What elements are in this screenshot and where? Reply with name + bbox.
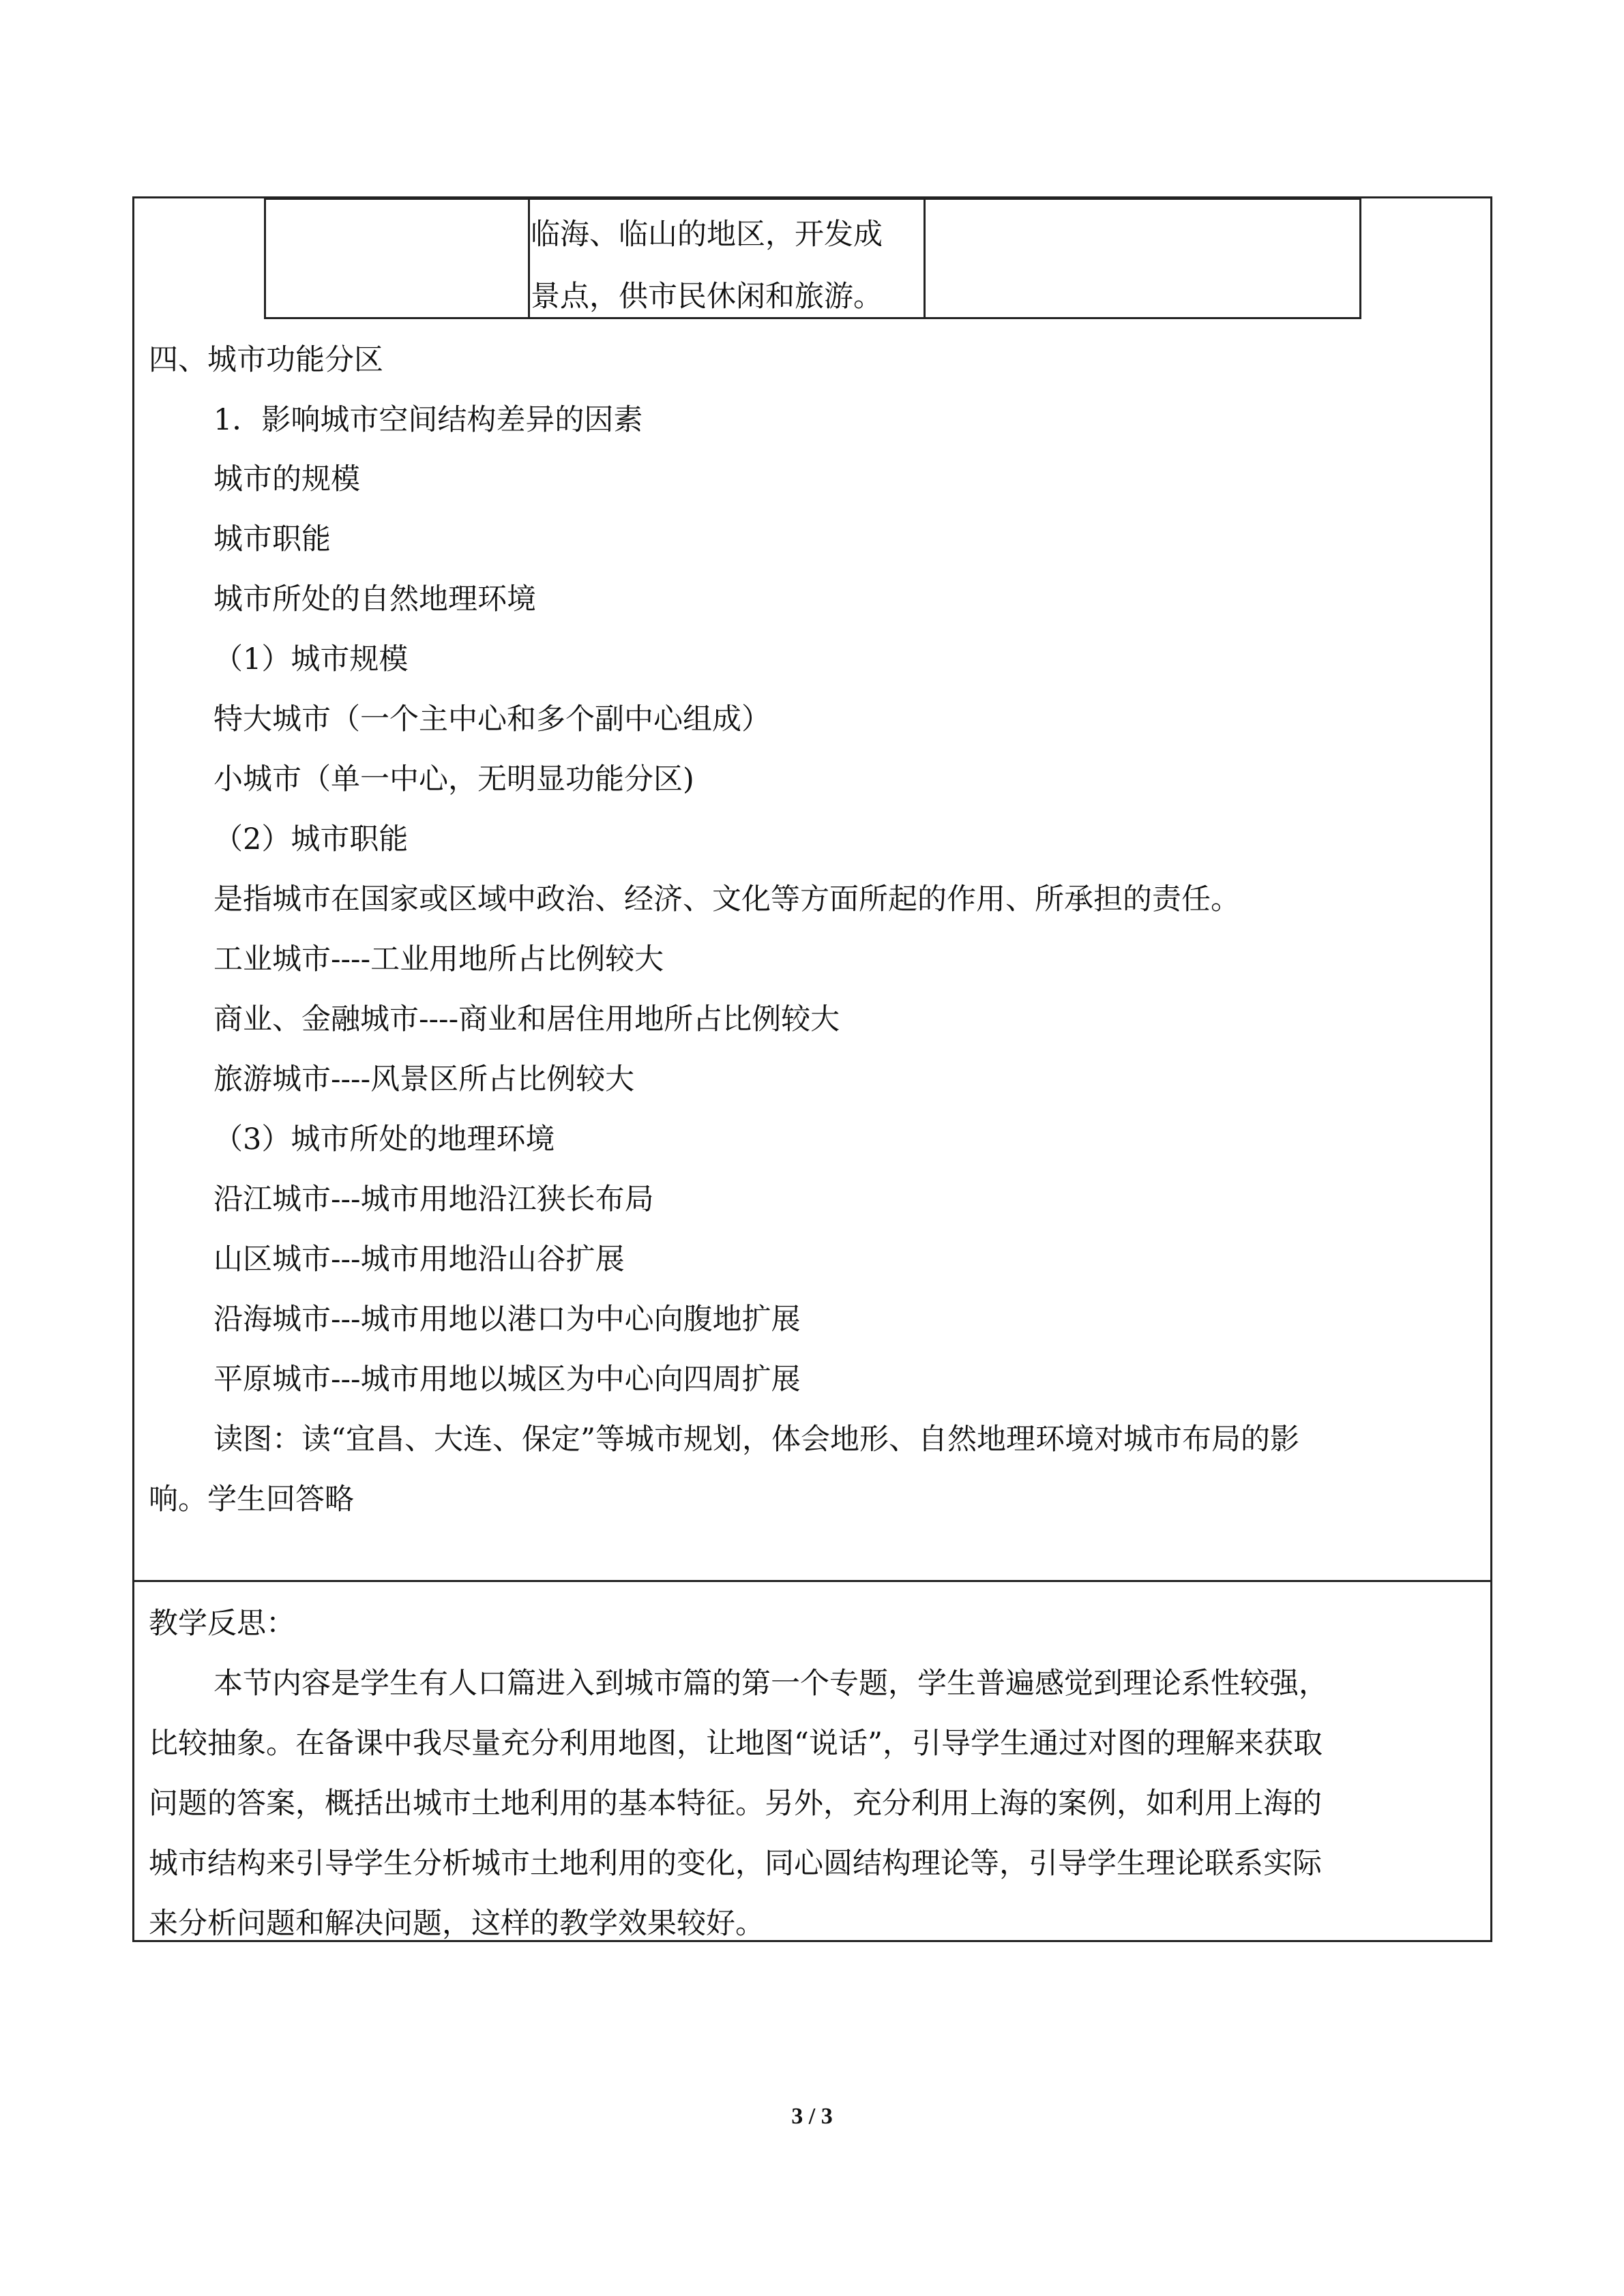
paragraph: 城市的规模 — [213, 462, 360, 496]
reflection-paragraph: 本节内容是学生有人口篇进入到城市篇的第一个专题，学生普遍感觉到理论系性较强， — [213, 1667, 1328, 1701]
subheading: （1）城市规模 — [213, 642, 409, 676]
table-row-divider — [132, 1580, 1492, 1582]
inner-cell-text: 景点，供市民休闲和旅游。 — [531, 280, 883, 314]
paragraph: 工业城市----工业用地所占比例较大 — [213, 942, 664, 976]
reflection-title: 教学反思： — [149, 1607, 295, 1641]
reflection-paragraph: 来分析问题和解决问题，这样的教学效果较好。 — [149, 1907, 765, 1941]
page-number: 3 / 3 — [791, 2104, 833, 2129]
paragraph: 沿江城市---城市用地沿江狭长布局 — [213, 1182, 654, 1217]
paragraph: 沿海城市---城市用地以港口为中心向腹地扩展 — [213, 1302, 801, 1337]
paragraph: 商业、金融城市----商业和居住用地所占比例较大 — [213, 1002, 840, 1037]
reflection-paragraph: 城市结构来引导学生分析城市土地利用的变化，同心圆结构理论等，引导学生理论联系实际 — [149, 1847, 1322, 1881]
reflection-paragraph: 问题的答案，概括出城市土地利用的基本特征。另外，充分利用上海的案例，如利用上海的 — [149, 1787, 1322, 1821]
paragraph: 是指城市在国家或区域中政治、经济、文化等方面所起的作用、所承担的责任。 — [213, 882, 1240, 916]
paragraph: 响。学生回答略 — [149, 1482, 354, 1517]
inner-table-divider — [528, 198, 530, 319]
subheading: 1．影响城市空间结构差异的因素 — [213, 403, 643, 437]
paragraph: 山区城市---城市用地沿山谷扩展 — [213, 1242, 625, 1277]
inner-cell-text: 临海、临山的地区，开发成 — [531, 218, 883, 252]
subheading: （2）城市职能 — [213, 822, 409, 856]
section-heading: 四、城市功能分区 — [149, 343, 383, 377]
paragraph: 平原城市---城市用地以城区为中心向四周扩展 — [213, 1362, 801, 1397]
paragraph: 城市职能 — [213, 522, 331, 556]
paragraph: 旅游城市----风景区所占比例较大 — [213, 1062, 635, 1097]
paragraph: 小城市（单一中心，无明显功能分区) — [213, 762, 694, 796]
paragraph: 城市所处的自然地理环境 — [213, 582, 536, 616]
inner-table-divider — [924, 198, 926, 319]
paragraph: 特大城市（一个主中心和多个副中心组成） — [213, 702, 771, 736]
paragraph: 读图：读“宜昌、大连、保定”等城市规划，体会地形、自然地理环境对城市布局的影 — [213, 1422, 1299, 1457]
subheading: （3）城市所处的地理环境 — [213, 1122, 555, 1157]
reflection-paragraph: 比较抽象。在备课中我尽量充分利用地图，让地图“说话”，引导学生通过对图的理解来获取 — [149, 1727, 1323, 1761]
